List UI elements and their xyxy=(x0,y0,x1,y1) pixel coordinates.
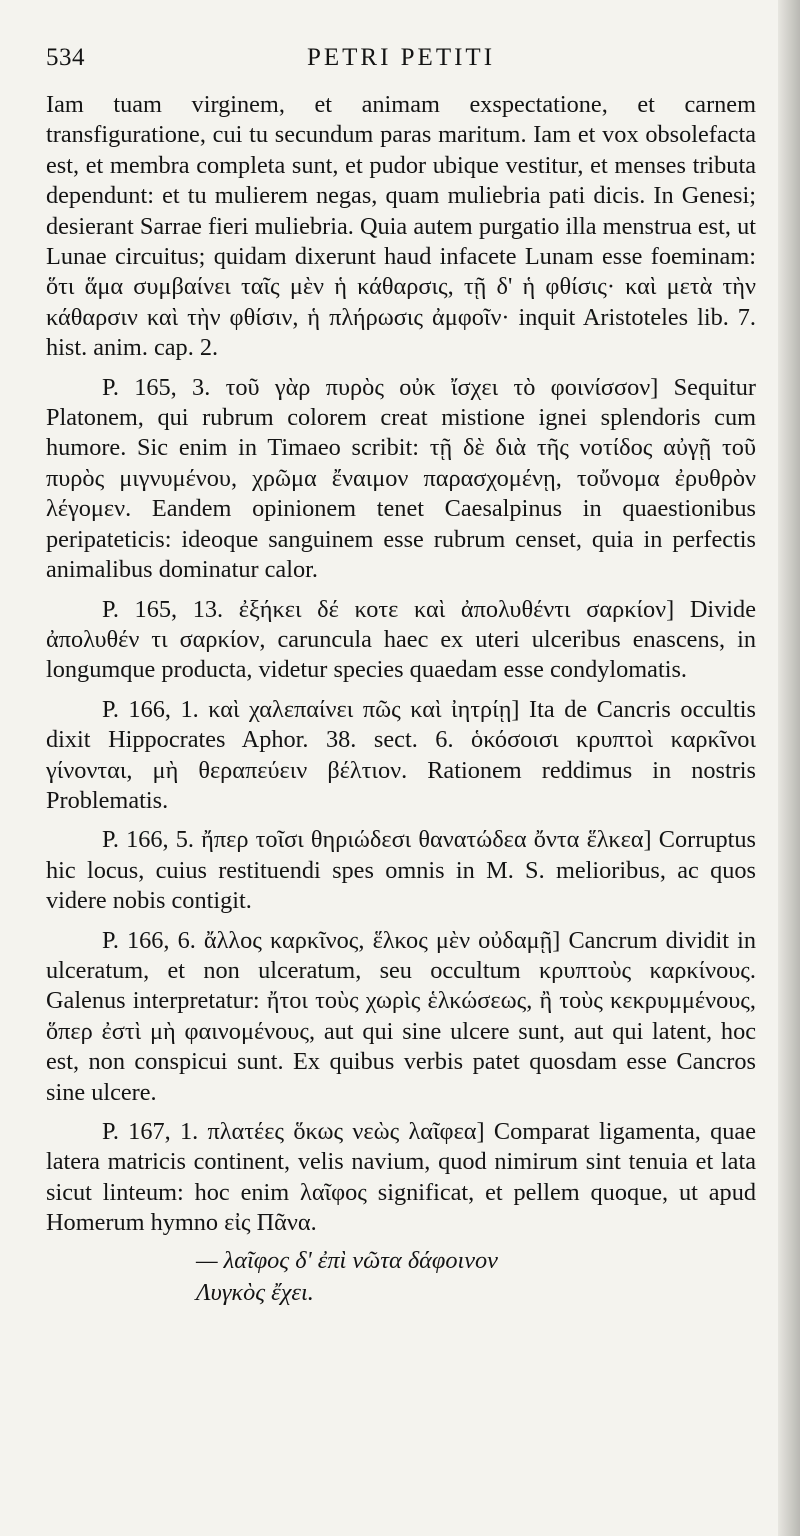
page-number: 534 xyxy=(46,44,85,71)
note-p167-1: P. 167, 1. πλατέες ὅκως νεὼς λαῖφεα] Comparat ligamenta, quae latera matricis continent, velis navium, quod nimirum sint tenuia et lata sicut linteum: hoc enim λαῖφος significat, et pellem quoque, ut apud Homerum hymno εἰς Πᾶνα. xyxy=(46,1118,756,1237)
page-header xyxy=(46,38,756,90)
page-gutter xyxy=(778,0,800,1536)
running-head: PETRI PETITI xyxy=(306,44,496,71)
page-body xyxy=(46,90,756,1309)
verse-line-1: — λαῖφος δ' ἐπὶ νῶτα δάφοινον xyxy=(196,1246,498,1274)
note-p166-6: P. 166, 6. ἄλλος καρκῖνος, ἕλκος μὲν οὐδαμῇ] Cancrum dividit in ulceratum, et non ulceratum, seu occultum κρυπτοὺς καρκίνους. Galenus interpretatur: ἤτοι τοὺς χωρὶς ἑλκώσεως, ἢ τοὺς κεκρυμμένους, ὅπερ ἐστὶ μὴ φαινομένους, aut qui sine ulcere sunt, aut qui latent, hoc est, non conspicui sunt. Ex quibus verbis patet quosdam esse Cancros sine ulcere. xyxy=(46,926,756,1106)
note-p166-1: P. 166, 1. καὶ χαλεπαίνει πῶς καὶ ἰητρίῃ] Ita de Cancris occultis dixit Hippocrates Aphor. 38. sect. 6. ὁκόσοισι κρυπτοὶ καρκῖνοι γίνονται, μὴ θεραπεύειν βέλτιον. Rationem reddimus in nostris Problematis. xyxy=(46,695,756,814)
paragraph-continuation: Iam tuam virginem, et animam exspectatione, et carnem transfiguratione, cui tu secundum paras maritum. Iam et vox obsolefacta est, et membra completa sunt, et pudor ubique vestitur, et menses tributa dependunt: et tu mulierem negas, quam muliebria pati dicis. In Genesi; desierant Sarrae fieri muliebria. Quia autem purgatio illa menstrua est, ut Lunae circuitus; quidam dixerunt haud infacete Lunam esse foeminam: ὅτι ἅμα συμβαίνει ταῖς μὲν ἡ κάθαρσις, τῇ δ' ἡ φθίσις· καὶ μετὰ τὴν κάθαρσιν καὶ τὴν φθίσιν, ἡ πλήρωσις ἀμφοῖν· inquit Aristoteles lib. 7. hist. anim. cap. 2. xyxy=(46,91,756,362)
verse-line-2: Λυγκὸς ἔχει. xyxy=(196,1278,314,1306)
note-p166-5: P. 166, 5. ἤπερ τοῖσι θηριώδεσι θανατώδεα ὄντα ἕλκεα] Corruptus hic locus, cuius restituendi spes omnis in M. S. melioribus, ac quos videre nobis contigit. xyxy=(46,826,756,915)
verse-quotation xyxy=(196,1245,756,1309)
note-p165-3: P. 165, 3. τοῦ γὰρ πυρὸς οὐκ ἴσχει τὸ φοινίσσον] Sequitur Platonem, qui rubrum colorem creat mistione ignei splendoris cum humore. Sic enim in Timaeo scribit: τῇ δὲ διὰ τῆς νοτίδος αὐγῇ τοῦ πυρὸς μιγνυμένου, χρῶμα ἔναιμον παρασχομένῃ, τοὔνομα ἐρυθρὸν λέγομεν. Eandem opinionem tenet Caesalpinus in quaestionibus peripateticis: ideoque sanguinem esse rubrum censet, quia in perfectis animalibus dominatur calor. xyxy=(46,373,756,584)
note-p165-13: P. 165, 13. ἐξήκει δέ κοτε καὶ ἀπολυθέντι σαρκίον] Divide ἀπολυθέν τι σαρκίον, caruncula haec ex uteri ulceribus enascens, in longumque producta, videtur species quaedam esse condylomatis. xyxy=(46,595,756,684)
